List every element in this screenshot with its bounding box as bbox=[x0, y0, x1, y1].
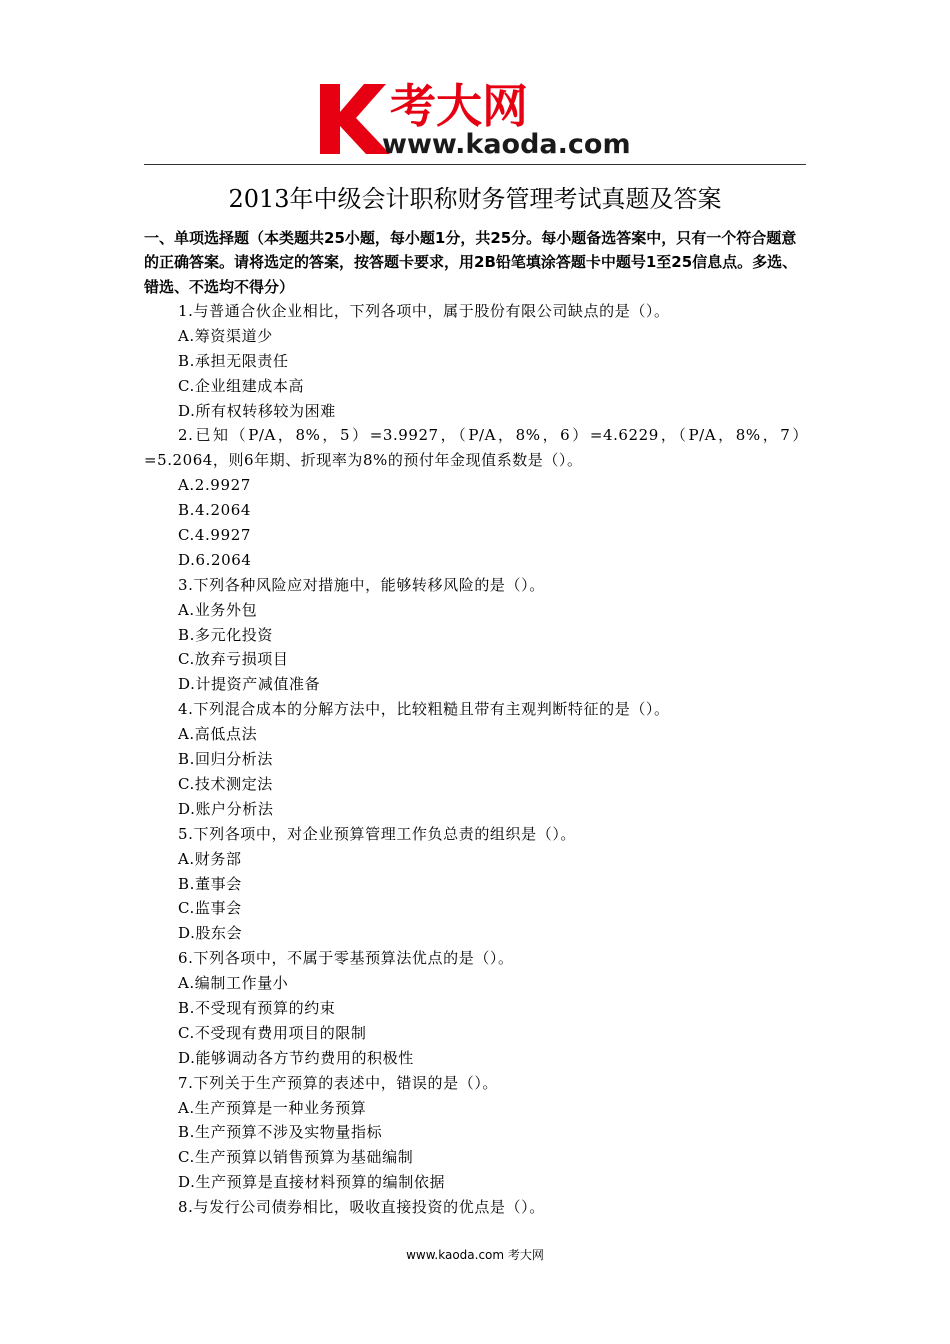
question-option: B.承担无限责任 bbox=[178, 351, 289, 370]
question-option: B.回归分析法 bbox=[178, 750, 273, 769]
question-stem: 5.下列各项中，对企业预算管理工作负总责的组织是（）。 bbox=[178, 824, 577, 843]
question-option: C.放弃亏损项目 bbox=[178, 650, 289, 669]
question-option: B.多元化投资 bbox=[178, 625, 273, 644]
question-option: A.财务部 bbox=[178, 849, 242, 868]
question-stem: 2.已知（P/A，8%，5）=3.9927，（P/A，8%，6）=4.6229，（P/A，8%，7）=5.2064，则6年期、折现率为8%的预付年金现值系数是（）。 bbox=[144, 426, 808, 470]
question-option: A.生产预算是一种业务预算 bbox=[178, 1098, 367, 1117]
question-option: B.董事会 bbox=[178, 874, 242, 893]
section-heading: 一、单项选择题（本类题共25小题，每小题1分，共25分。每小题备选答案中，只有一个符合题意的正确答案。请将选定的答案，按答题卡要求，用2B铅笔填涂答题卡中题号1至25信息点。多选、错选、不选均不得分） bbox=[144, 229, 798, 296]
question-option: C.企业组建成本高 bbox=[178, 376, 305, 395]
question-option: C.生产预算以销售预算为基础编制 bbox=[178, 1148, 414, 1167]
question-stem: 3.下列各种风险应对措施中，能够转移风险的是（）。 bbox=[178, 575, 545, 594]
question-option: C.监事会 bbox=[178, 899, 242, 918]
question-list bbox=[144, 299, 808, 1220]
question-stem: 6.下列各项中，不属于零基预算法优点的是（）。 bbox=[178, 949, 514, 968]
question-option: A.高低点法 bbox=[178, 725, 258, 744]
question-option: D.生产预算是直接材料预算的编制依据 bbox=[178, 1173, 446, 1192]
question-option: C.技术测定法 bbox=[178, 774, 273, 793]
question-option: A.业务外包 bbox=[178, 600, 258, 619]
question-option: A.编制工作量小 bbox=[178, 974, 289, 993]
question-option: A.2.9927 bbox=[178, 476, 251, 495]
kaoda-logo-graphic bbox=[318, 78, 638, 158]
question-stem: 8.与发行公司债券相比，吸收直接投资的优点是（）。 bbox=[178, 1198, 545, 1217]
question-option: D.计提资产减值准备 bbox=[178, 675, 321, 694]
question-option: A.筹资渠道少 bbox=[178, 326, 273, 345]
question-option: D.能够调动各方节约费用的积极性 bbox=[178, 1048, 414, 1067]
question-option: D.账户分析法 bbox=[178, 799, 274, 818]
question-option: B.不受现有预算的约束 bbox=[178, 998, 336, 1017]
question-option: C.4.9927 bbox=[178, 526, 251, 545]
logo-brand-name: 考大网 bbox=[390, 79, 528, 133]
question-option: C.不受现有费用项目的限制 bbox=[178, 1023, 367, 1042]
question-stem: 4.下列混合成本的分解方法中，比较粗糙且带有主观判断特征的是（）。 bbox=[178, 700, 670, 719]
question-option: D.所有权转移较为困难 bbox=[178, 401, 336, 420]
question-option: B.4.2064 bbox=[178, 501, 252, 520]
question-stem: 7.下列关于生产预算的表述中，错误的是（）。 bbox=[178, 1073, 499, 1092]
logo-url-text: www.kaoda.com bbox=[382, 129, 631, 158]
kaoda-logo[interactable] bbox=[318, 78, 638, 158]
question-stem: 1.与普通合伙企业相比，下列各项中，属于股份有限公司缺点的是（）。 bbox=[178, 302, 670, 320]
question-option: D.股东会 bbox=[178, 924, 243, 943]
question-option: D.6.2064 bbox=[178, 550, 252, 569]
page-footer: www.kaoda.com 考大网 bbox=[406, 1248, 544, 1262]
document-title: 2013年中级会计职称财务管理考试真题及答案 bbox=[228, 185, 722, 213]
header-divider bbox=[144, 164, 806, 165]
question-option: B.生产预算不涉及实物量指标 bbox=[178, 1123, 383, 1142]
